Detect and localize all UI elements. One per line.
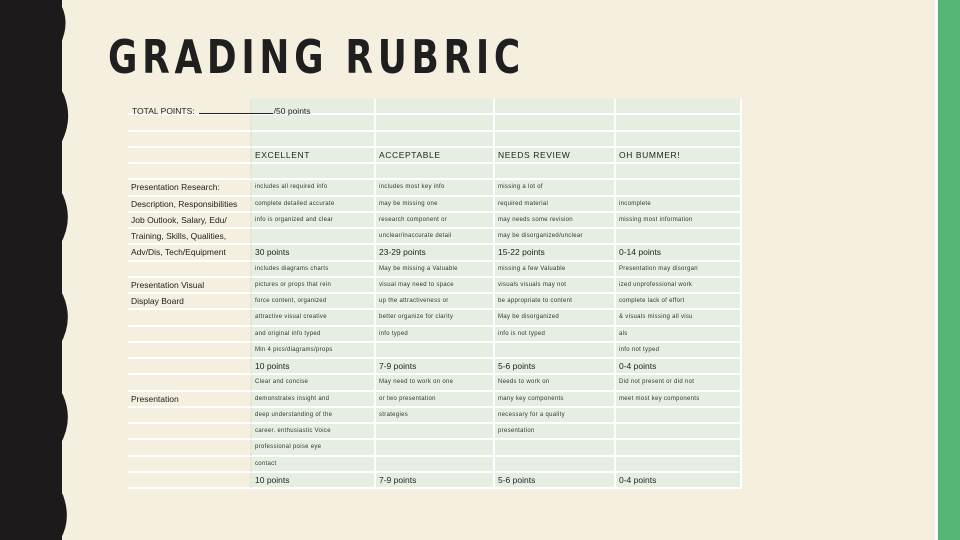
rubric-cell <box>252 343 376 359</box>
criteria-text: info is not typed <box>498 330 546 337</box>
rubric-cell <box>495 180 616 196</box>
rubric-cell <box>376 359 495 375</box>
rubric-row <box>128 245 742 261</box>
points-value: 7-9 points <box>379 474 417 485</box>
rubric-row <box>128 424 742 440</box>
criteria-text: demonstrates insight and <box>255 395 330 402</box>
criteria-label-cell <box>128 115 252 131</box>
criteria-label-cell <box>128 359 252 375</box>
rubric-row <box>128 392 742 408</box>
rubric-cell <box>495 392 616 408</box>
rubric-row <box>128 148 742 164</box>
rubric-cell <box>376 408 495 424</box>
rubric-row <box>128 310 742 326</box>
rubric-cell <box>495 197 616 213</box>
criteria-label-cell <box>128 408 252 424</box>
rubric-row <box>128 343 742 359</box>
criteria-text: required material <box>498 200 549 207</box>
rubric-cell <box>495 164 616 180</box>
rubric-row <box>128 262 742 278</box>
criteria-label: Display Board <box>131 296 184 307</box>
criteria-label: Training, Skills, Qualities, <box>131 231 227 242</box>
total-points-label: TOTAL POINTS: <box>132 106 195 116</box>
rubric-cell <box>376 229 495 245</box>
rubric-cell <box>616 392 742 408</box>
rubric-cell <box>376 213 495 229</box>
total-points-blank[interactable] <box>199 105 273 114</box>
criteria-text: up the attractiveness or <box>379 298 449 305</box>
criteria-text: complete lack of effort <box>619 298 685 305</box>
criteria-label: Presentation Research: <box>131 182 220 193</box>
criteria-text: Clear and concise <box>255 379 309 386</box>
rubric-cell <box>252 180 376 196</box>
rubric-cell <box>495 359 616 375</box>
criteria-text: Did not present or did not <box>619 379 695 386</box>
rubric-cell <box>376 278 495 294</box>
points-value: 23-29 points <box>379 247 426 258</box>
criteria-text: professional poise eye <box>255 444 322 451</box>
rubric-cell <box>495 148 616 164</box>
criteria-label-cell <box>128 392 252 408</box>
rubric-cell <box>376 115 495 131</box>
rubric-row <box>128 229 742 245</box>
criteria-label: Description, Responsibilities <box>131 198 238 209</box>
criteria-text: better organize for clarity <box>379 314 454 321</box>
criteria-label: Presentation Visual <box>131 279 205 290</box>
criteria-label-cell <box>128 375 252 391</box>
criteria-label-cell <box>128 440 252 456</box>
criteria-label-cell <box>128 213 252 229</box>
rubric-cell <box>252 213 376 229</box>
rubric-row <box>128 294 742 310</box>
criteria-text: Needs to work on <box>498 379 550 386</box>
criteria-text: pictures or props that rein <box>255 281 332 288</box>
criteria-text: may be missing one <box>379 200 438 207</box>
criteria-text: contact <box>255 460 277 467</box>
criteria-label-cell <box>128 327 252 343</box>
rubric-row <box>128 440 742 456</box>
rubric-cell <box>495 457 616 473</box>
criteria-text: complete detailed accurate <box>255 200 335 207</box>
criteria-label-cell <box>128 278 252 294</box>
rubric-cell <box>616 229 742 245</box>
rubric-cell <box>495 115 616 131</box>
rubric-cell <box>376 343 495 359</box>
criteria-text: includes diagrams charts <box>255 265 329 272</box>
criteria-label: Presentation <box>131 393 179 404</box>
points-value: 5-6 points <box>498 361 536 372</box>
rubric-cell <box>376 99 495 115</box>
rubric-cell <box>376 473 495 489</box>
rubric-cell <box>616 213 742 229</box>
rubric-cell <box>495 343 616 359</box>
column-header: EXCELLENT <box>255 149 311 160</box>
criteria-label-cell <box>128 310 252 326</box>
column-header: OH BUMMER! <box>619 149 681 160</box>
criteria-text: visual may need to space <box>379 281 454 288</box>
rubric-cell <box>495 294 616 310</box>
rubric-cell <box>376 310 495 326</box>
criteria-label: Adv/Dis, Tech/Equipment <box>131 247 226 258</box>
rubric-cell <box>376 132 495 148</box>
rubric-cell <box>495 440 616 456</box>
criteria-label-cell <box>128 229 252 245</box>
rubric-cell <box>252 164 376 180</box>
criteria-label-cell <box>128 343 252 359</box>
rubric-table <box>128 99 742 489</box>
criteria-label-cell <box>128 262 252 278</box>
criteria-label-cell <box>128 197 252 213</box>
criteria-text: presentation <box>498 428 535 435</box>
rubric-cell <box>252 408 376 424</box>
total-points-line <box>132 105 311 116</box>
rubric-cell <box>495 213 616 229</box>
rubric-cell <box>495 245 616 261</box>
criteria-text: info is organized and clear <box>255 216 334 223</box>
criteria-text: info typed <box>379 330 409 337</box>
criteria-text: and original info typed <box>255 330 321 337</box>
total-points-suffix: /50 points <box>273 106 311 116</box>
rubric-cell <box>376 440 495 456</box>
criteria-text: many key components <box>498 395 564 402</box>
criteria-text: missing most information <box>619 216 693 223</box>
criteria-text: May be missing a Valuable <box>379 265 458 272</box>
rubric-row <box>128 213 742 229</box>
rubric-cell <box>616 278 742 294</box>
criteria-text: visuals visuals may not <box>498 281 567 288</box>
criteria-text: incomplete <box>619 200 652 207</box>
points-value: 0-4 points <box>619 361 657 372</box>
criteria-text: strategies <box>379 411 409 418</box>
rubric-cell <box>616 148 742 164</box>
criteria-text: Presentation may disorgan <box>619 265 698 272</box>
points-value: 0-14 points <box>619 247 662 258</box>
rubric-cell <box>252 148 376 164</box>
rubric-cell <box>616 375 742 391</box>
points-value: 30 points <box>255 247 290 258</box>
rubric-cell <box>376 457 495 473</box>
points-value: 15-22 points <box>498 247 545 258</box>
page-title: GRADING RUBRIC <box>108 30 525 84</box>
rubric-cell <box>376 148 495 164</box>
rubric-cell <box>495 424 616 440</box>
rubric-cell <box>616 262 742 278</box>
rubric-cell <box>495 229 616 245</box>
rubric-cell <box>252 132 376 148</box>
rubric-row <box>128 408 742 424</box>
criteria-label-cell <box>128 473 252 489</box>
rubric-row <box>128 327 742 343</box>
criteria-text: Min 4 pics/diagrams/props <box>255 346 333 353</box>
criteria-text: missing a few Valuable <box>498 265 566 272</box>
criteria-text: ized unprofessional work <box>619 281 693 288</box>
points-value: 5-6 points <box>498 474 536 485</box>
rubric-cell <box>376 164 495 180</box>
rubric-cell <box>376 424 495 440</box>
criteria-text: or two presentation <box>379 395 436 402</box>
rubric-cell <box>252 375 376 391</box>
criteria-text: includes most key info <box>379 184 445 191</box>
rubric-cell <box>616 115 742 131</box>
criteria-text: missing a lot of <box>498 184 543 191</box>
rubric-cell <box>252 229 376 245</box>
criteria-text: deep understanding of the <box>255 411 333 418</box>
rubric-cell <box>252 115 376 131</box>
criteria-text: may needs some revision <box>498 216 573 223</box>
rubric-cell <box>616 408 742 424</box>
criteria-text: career. enthusiastic Voice <box>255 428 331 435</box>
points-value: 0-4 points <box>619 474 657 485</box>
rubric-cell <box>495 310 616 326</box>
criteria-label-cell <box>128 132 252 148</box>
rubric-cell <box>252 310 376 326</box>
rubric-cell <box>252 424 376 440</box>
rubric-cell <box>616 180 742 196</box>
rubric-cell <box>252 327 376 343</box>
criteria-text: research component or <box>379 216 447 223</box>
rubric-cell <box>376 197 495 213</box>
criteria-label-cell <box>128 164 252 180</box>
rubric-cell <box>376 327 495 343</box>
column-header: NEEDS REVIEW <box>498 149 571 160</box>
rubric-cell <box>252 245 376 261</box>
rubric-cell <box>495 473 616 489</box>
rubric-row <box>128 457 742 473</box>
rubric-cell <box>252 457 376 473</box>
criteria-text: necessary for a quality <box>498 411 565 418</box>
points-value: 10 points <box>255 361 290 372</box>
right-accent-bar <box>938 0 960 540</box>
rubric-row <box>128 180 742 196</box>
rubric-cell <box>495 99 616 115</box>
rubric-cell <box>252 197 376 213</box>
rubric-row <box>128 132 742 148</box>
rubric-cell <box>616 473 742 489</box>
criteria-label-cell <box>128 148 252 164</box>
rubric-cell <box>495 262 616 278</box>
rubric-cell <box>495 132 616 148</box>
rubric-row <box>128 197 742 213</box>
rubric-cell <box>616 197 742 213</box>
rubric-cell <box>252 294 376 310</box>
rubric-cell <box>252 392 376 408</box>
rubric-cell <box>495 408 616 424</box>
criteria-text: force content, organized <box>255 298 327 305</box>
criteria-text: includes all required info <box>255 184 328 191</box>
rubric-cell <box>252 473 376 489</box>
criteria-text: attractive visual creative <box>255 314 327 321</box>
rubric-cell <box>376 262 495 278</box>
points-value: 7-9 points <box>379 361 417 372</box>
rubric-cell <box>495 327 616 343</box>
rubric-cell <box>616 294 742 310</box>
wavy-edge-shape <box>0 0 80 540</box>
rubric-cell <box>376 375 495 391</box>
criteria-label-cell <box>128 457 252 473</box>
rubric-cell <box>376 245 495 261</box>
criteria-text: unclear/inaccurate detail <box>379 233 452 240</box>
criteria-text: May need to work on one <box>379 379 454 386</box>
column-header: ACCEPTABLE <box>379 149 441 160</box>
rubric-cell <box>252 278 376 294</box>
criteria-text: als <box>619 330 628 337</box>
criteria-text: info not typed <box>619 346 660 353</box>
rubric-cell <box>616 424 742 440</box>
criteria-text: May be disorganized <box>498 314 560 321</box>
rubric-row <box>128 115 742 131</box>
rubric-row <box>128 278 742 294</box>
rubric-row <box>128 164 742 180</box>
rubric-row <box>128 375 742 391</box>
criteria-label: Job Outlook, Salary, Edu/ <box>131 214 227 225</box>
rubric-cell <box>616 343 742 359</box>
rubric-cell <box>376 180 495 196</box>
rubric-cell <box>495 375 616 391</box>
rubric-cell <box>616 310 742 326</box>
rubric-row <box>128 359 742 375</box>
rubric-cell <box>616 164 742 180</box>
criteria-label-cell <box>128 245 252 261</box>
rubric-cell <box>616 359 742 375</box>
rubric-cell <box>616 245 742 261</box>
criteria-label-cell <box>128 180 252 196</box>
rubric-cell <box>616 440 742 456</box>
rubric-cell <box>252 359 376 375</box>
rubric-cell <box>616 132 742 148</box>
rubric-cell <box>495 278 616 294</box>
rubric-cell <box>252 440 376 456</box>
points-value: 10 points <box>255 474 290 485</box>
rubric-cell <box>616 99 742 115</box>
rubric-cell <box>252 262 376 278</box>
rubric-row <box>128 473 742 489</box>
criteria-text: meet most key components <box>619 395 700 402</box>
criteria-text: & visuals missing all visu <box>619 314 693 321</box>
rubric-cell <box>616 457 742 473</box>
criteria-text: may be disorganized/unclear <box>498 233 583 240</box>
rubric-cell <box>376 294 495 310</box>
rubric-cell <box>616 327 742 343</box>
criteria-text: be appropriate to content <box>498 298 573 305</box>
rubric-cell <box>376 392 495 408</box>
criteria-label-cell <box>128 424 252 440</box>
left-decorative-bar <box>0 0 62 540</box>
criteria-label-cell <box>128 294 252 310</box>
